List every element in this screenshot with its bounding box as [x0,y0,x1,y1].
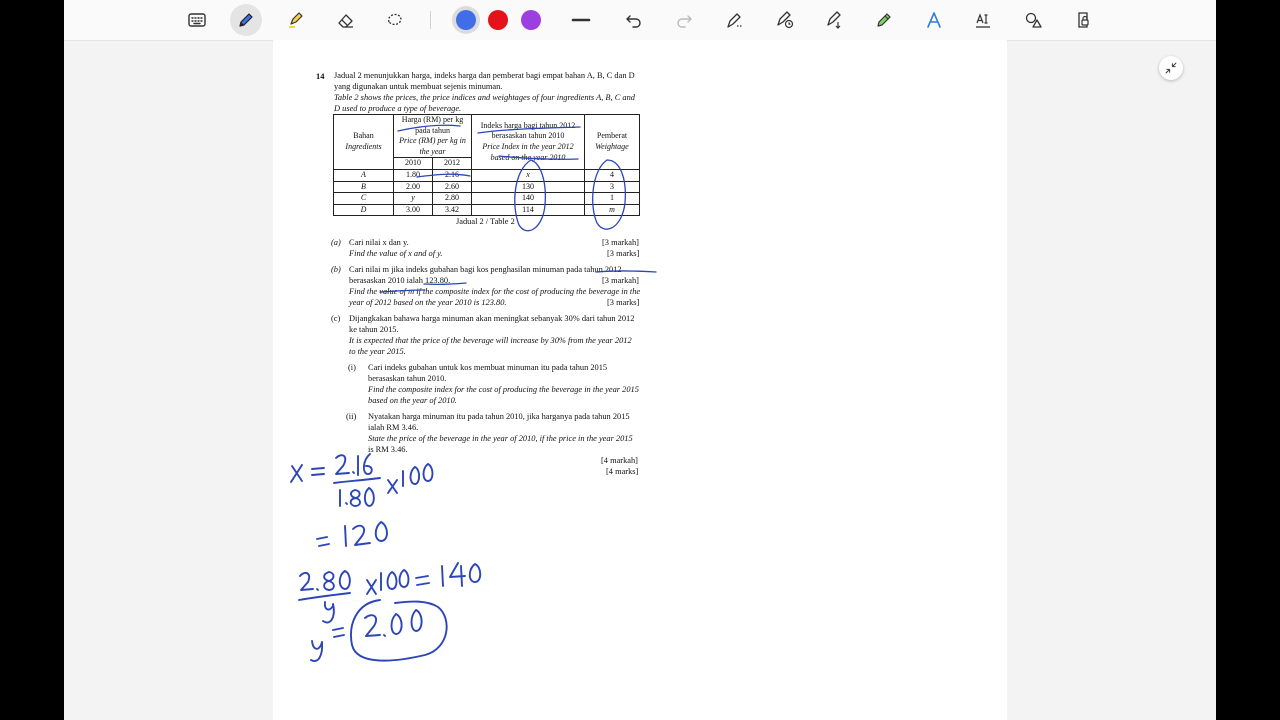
undo-icon[interactable] [620,6,648,34]
part-b-marks-ms: [3 markah] [602,276,639,285]
lasso-icon[interactable] [381,6,409,34]
part-c-marks-ms: [4 markah] [601,456,638,465]
part-ci-en-line1: Find the composite index for the cost of producing the beverage in the year 2015 [368,385,639,394]
redo-icon[interactable] [670,6,698,34]
table-row: A 1.80 2.16 x 4 [334,169,640,181]
ruler-pen-icon[interactable] [821,6,849,34]
part-a-marks-en: [3 marks] [607,249,640,258]
part-c-en-line2: to the year 2015. [349,347,406,356]
part-c-ms-line1: Dijangkakan bahawa harga minuman akan meningkat sebanyak 30% dari tahun 2012 [349,314,635,323]
part-c-label: (c) [331,314,341,323]
ink-to-text-icon[interactable] [920,6,948,34]
keyboard-icon[interactable] [183,6,211,34]
header-index: Indeks harga bagi tahun 2012 berasaskan tahun 2010 Price Index in the year 2012 based on the year 2010 [472,115,585,170]
part-ci-ms-line1: Cari indeks gubahan untuk kos membuat minuman itu pada tahun 2015 [368,363,608,372]
text-format-icon[interactable] [969,6,997,34]
part-b-ms-line2: berasaskan 2010 ialah 123.80. [349,276,451,285]
part-cii-ms-line1: Nyatakan harga minuman itu pada tahun 2010, jika harganya pada tahun 2015 [368,412,630,421]
table-caption: Jadual 2 / Table 2 [456,217,515,226]
color-purple-swatch[interactable] [521,10,541,30]
drawing-toolbar [64,0,1216,41]
part-b-ms-line1: Cari nilai m jika indeks gubahan bagi kos penghasilan minuman pada tahun 2012 [349,265,622,274]
table-row: C y 2.80 140 1 [334,193,640,205]
part-cii-en-line2: is RM 3.46. [368,445,408,454]
line-weight-icon[interactable] [567,6,595,34]
part-ci-label: (i) [348,363,356,372]
part-a-marks-ms: [3 markah] [602,238,639,247]
part-cii-en-line1: State the price of the beverage in the year of 2010, if the price in the year 2015 [368,434,633,443]
part-cii-ms-line2: ialah RM 3.46. [368,423,419,432]
part-ci-ms-line2: berasaskan tahun 2010. [368,374,447,383]
header-weightage: Pemberat Weightage [585,115,640,170]
shapes-icon[interactable] [1019,6,1047,34]
lock-icon[interactable] [1069,6,1097,34]
marker-pen-icon[interactable] [870,6,898,34]
intro-en-line2: D used to produce a type of beverage. [334,104,462,113]
highlighter-icon[interactable] [282,6,310,34]
timer-pen-icon[interactable] [771,6,799,34]
part-c-ms-line2: ke tahun 2015. [349,325,399,334]
intro-ms-line2: yang digunakan untuk membuat sejenis minuman. [334,82,503,91]
price-index-table [333,114,640,216]
header-price: Harga (RM) per kg pada tahun Price (RM) per kg in the year [394,115,472,158]
question-number: 14 [316,72,325,81]
part-ci-en-line2: based on the year of 2010. [368,396,457,405]
part-b-en-line1: Find the value of m if the composite index for the cost of producing the beverage in the [349,287,641,296]
shape-pen-icon[interactable] [721,6,749,34]
header-year-2010: 2010 [394,158,433,170]
toolbar-separator [430,11,431,29]
intro-en-line1: Table 2 shows the prices, the price indices and weightages of four ingredients A, B, C and [334,93,635,102]
header-ingredient: Bahan Ingredients [334,115,394,170]
part-a-label: (a) [331,238,341,247]
header-year-2012: 2012 [432,158,471,170]
collapse-button[interactable] [1159,56,1183,80]
part-a-en: Find the value of x and of y. [349,249,443,258]
eraser-icon[interactable] [332,6,360,34]
table-row: B 2.00 2.60 130 3 [334,181,640,193]
part-cii-label: (ii) [346,412,357,421]
part-b-en-line2: year of 2012 based on the year 2010 is 123.80. [349,298,507,307]
collapse-icon [1164,61,1178,75]
color-red-swatch[interactable] [488,10,508,30]
part-b-label: (b) [331,265,341,274]
part-b-marks-en: [3 marks] [607,298,640,307]
table-row: D 3.00 3.42 114 m [334,204,640,216]
intro-ms-line1: Jadual 2 menunjukkan harga, indeks harga dan pemberat bagi empat bahan A, B, C dan D [334,71,635,80]
part-a-ms: Cari nilai x dan y. [349,238,409,247]
part-c-marks-en: [4 marks] [606,467,639,476]
pen-icon[interactable] [230,4,262,36]
color-blue-swatch[interactable] [456,10,476,30]
part-c-en-line1: It is expected that the price of the beverage will increase by 30% from the year 2012 [349,336,632,345]
